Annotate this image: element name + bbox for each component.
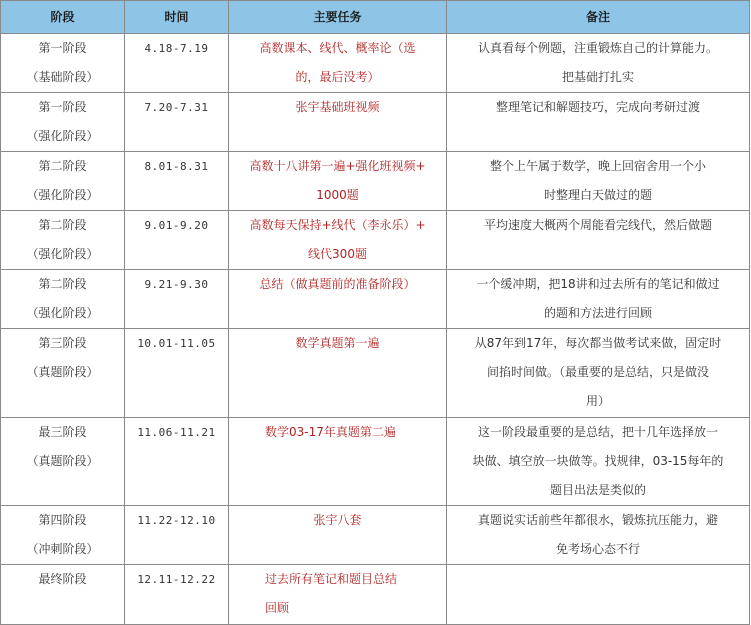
task-cell-line: 过去所有笔记和题目总结	[265, 572, 398, 586]
task-cell-line: 的，最后没考）	[295, 70, 380, 84]
note-cell-line: 真题说实话前些年都很水，锻炼抗压能力，避	[477, 513, 718, 527]
stage-cell-line: （强化阶段）	[26, 247, 99, 261]
task-cell-line: 高数每天保持+线代（李永乐）+	[249, 218, 426, 232]
table-row	[1, 565, 750, 625]
time-cell: 11.22-12.10	[125, 506, 229, 565]
header-row	[1, 1, 750, 34]
task-cell-line: 张宇基础班视频	[295, 100, 380, 114]
note-cell-line: 的题和方法进行回顾	[543, 306, 652, 320]
stage-cell-line: 第三阶段	[38, 336, 87, 350]
note-cell	[447, 565, 750, 625]
task-cell	[229, 418, 447, 506]
table-row	[1, 418, 750, 506]
note-cell	[447, 152, 750, 211]
stage-cell-line: 第二阶段	[38, 159, 87, 173]
task-cell	[229, 93, 447, 152]
note-cell-line: 这一阶段最重要的是总结，把十几年选择放一	[477, 425, 718, 439]
task-cell	[229, 152, 447, 211]
task-cell-line: 回顾	[265, 601, 290, 615]
stage-cell	[1, 93, 125, 152]
note-cell	[447, 211, 750, 270]
note-cell-line: 题目出法是类似的	[549, 483, 646, 497]
stage-cell-line: （强化阶段）	[26, 188, 99, 202]
table-row	[1, 34, 750, 93]
time-cell: 10.01-11.05	[125, 329, 229, 418]
stage-cell-line: 第二阶段	[38, 277, 87, 291]
note-cell-line: 从87年到17年，每次都当做考试来做，固定时	[474, 336, 722, 350]
header-note: 备注	[447, 1, 750, 34]
stage-cell	[1, 211, 125, 270]
stage-cell-line: 第二阶段	[38, 218, 87, 232]
note-cell-line: 时整理白天做过的题	[543, 188, 652, 202]
task-cell-line: 张宇八套	[313, 513, 362, 527]
time-cell: 8.01-8.31	[125, 152, 229, 211]
note-cell	[447, 506, 750, 565]
stage-cell-line: 第一阶段	[38, 41, 87, 55]
header-task: 主要任务	[229, 1, 447, 34]
stage-cell	[1, 152, 125, 211]
note-cell-line: 认真看每个例题，注重锻炼自己的计算能力。	[477, 41, 718, 55]
stage-cell	[1, 506, 125, 565]
task-cell	[229, 506, 447, 565]
task-cell-line: 数学真题第一遍	[295, 336, 380, 350]
note-cell-line: 间掐时间做。（最重要的是总结，只是做没	[486, 365, 709, 379]
task-cell	[229, 329, 447, 418]
task-cell-line: 高数课本、线代、概率论（选	[259, 41, 416, 55]
time-cell: 9.21-9.30	[125, 270, 229, 329]
stage-cell	[1, 565, 125, 625]
table-row	[1, 270, 750, 329]
table-row	[1, 93, 750, 152]
stage-cell-line: 第一阶段	[38, 100, 87, 114]
header-time: 时间	[125, 1, 229, 34]
stage-cell	[1, 34, 125, 93]
stage-cell-line: 最终阶段	[38, 572, 87, 586]
table-row	[1, 152, 750, 211]
stage-cell-line: 最三阶段	[38, 425, 87, 439]
time-cell: 11.06-11.21	[125, 418, 229, 506]
note-cell	[447, 270, 750, 329]
note-cell-line: 一个缓冲期，把18讲和过去所有的笔记和做过	[476, 277, 720, 291]
time-cell: 9.01-9.20	[125, 211, 229, 270]
task-cell-line: 数学03-17年真题第二遍	[265, 425, 396, 439]
note-cell-line: 把基础打扎实	[561, 70, 634, 84]
task-cell	[229, 270, 447, 329]
note-cell-line: 免考场心态不行	[555, 542, 640, 556]
time-cell: 7.20-7.31	[125, 93, 229, 152]
note-cell-line: 整个上午属于数学，晚上回宿舍用一个小	[489, 159, 706, 173]
task-cell	[229, 34, 447, 93]
task-cell-line: 1000题	[316, 188, 359, 202]
note-cell-line: 用）	[585, 394, 610, 408]
stage-cell-line: 第四阶段	[38, 513, 87, 527]
note-cell	[447, 93, 750, 152]
time-cell: 12.11-12.22	[125, 565, 229, 625]
task-cell-line: 总结（做真题前的准备阶段）	[259, 277, 416, 291]
note-cell-line: 平均速度大概两个周能看完线代，然后做题	[483, 218, 712, 232]
task-cell	[229, 211, 447, 270]
note-cell	[447, 329, 750, 418]
stage-cell	[1, 329, 125, 418]
note-cell-line: 块做、填空放一块做等。找规律，03-15每年的	[472, 454, 724, 468]
table-row	[1, 211, 750, 270]
task-cell	[229, 565, 447, 625]
table-row	[1, 329, 750, 418]
task-cell-line: 线代300题	[308, 247, 367, 261]
table-row	[1, 506, 750, 565]
time-cell: 4.18-7.19	[125, 34, 229, 93]
stage-cell	[1, 270, 125, 329]
stage-cell-line: （真题阶段）	[26, 365, 99, 379]
stage-cell	[1, 418, 125, 506]
stage-cell-line: （真题阶段）	[26, 454, 99, 468]
stage-cell-line: （强化阶段）	[26, 306, 99, 320]
stage-cell-line: （基础阶段）	[26, 70, 99, 84]
table-body	[1, 34, 750, 625]
task-cell-line: 高数十八讲第一遍+强化班视频+	[249, 159, 426, 173]
note-cell	[447, 418, 750, 506]
note-cell-line: 整理笔记和解题技巧，完成向考研过渡	[495, 100, 700, 114]
stage-cell-line: （强化阶段）	[26, 129, 99, 143]
stage-cell-line: （冲刺阶段）	[26, 542, 99, 556]
note-cell	[447, 34, 750, 93]
header-stage: 阶段	[1, 1, 125, 34]
